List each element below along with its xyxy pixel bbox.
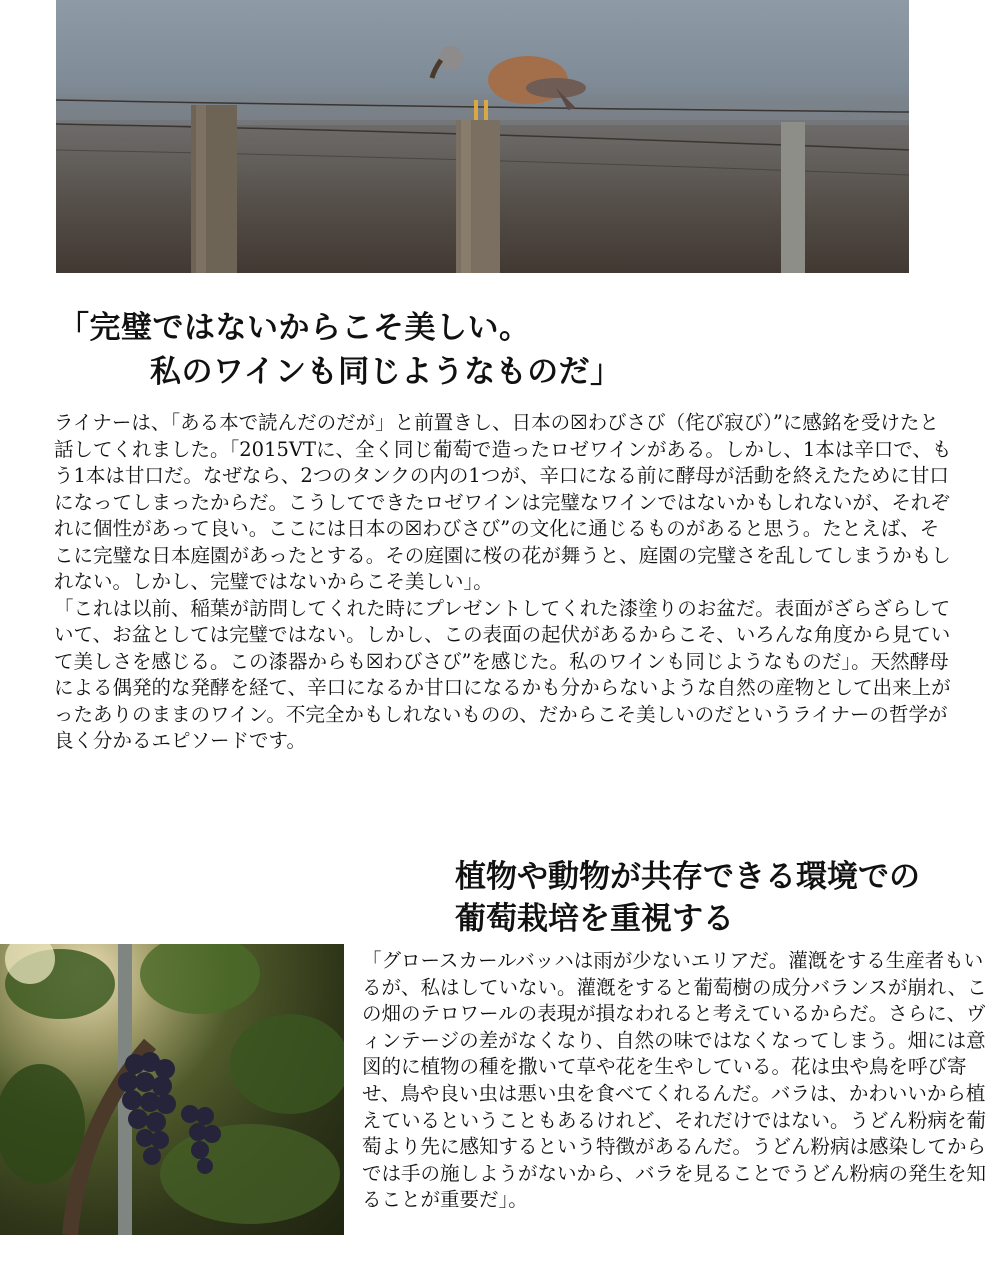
paragraph: 「これは以前、稲葉が訪問してくれた時にプレゼントしてくれた漆塗りのお盆だ。表面がざらざらしていて、お盆としては完璧ではない。しかし、この表面の起伏があるからこそ、いろんな角度から見ていて美しさを感じる。この漆器からも☒わびさび”を感じた。私のワインも同じようなものだ」。天然酵母による偶発的な発酵を経て、辛口になるか甘口になるかも分からないような自然の産物として出来上がったありのままのワイン。不完全かもしれないものの、だからこそ美しいのだというライナーの哲学が良く分かるエピソードです。 — [54, 596, 951, 752]
heading-line-2: 葡萄栽培を重視する — [455, 901, 734, 937]
paragraph: ライナーは、「ある本で読んだのだが」と前置きし、日本の☒わびさび（侘び寂び）”に感銘を受けたと話してくれました。「2015VTに、全く同じ葡萄で造ったロゼワインがある。しかし、1本は辛口で、もう1本は甘口だ。なぜなら、2つのタンクの内の1つが、辛口になる前に酵母が活動を終えたために甘口になってしまったからだ。こうしてできたロゼワインは完璧なワインではないかもしれないが、それぞれに個性があって良い。ここには日本の☒わびさび”の文化に通じるものがあると思う。たとえば、そこに完璧な日本庭園があったとする。その庭園に桜の花が舞うと、庭園の完璧さを乱してしまうかもしれない。しかし、完璧ではないからこそ美しい」。 — [54, 411, 952, 593]
grape-cluster-photo — [0, 944, 344, 1235]
section-heading-coexistence — [455, 856, 975, 940]
heading-line-2: 私のワインも同じようなものだ」 — [150, 354, 622, 390]
paragraph: 「グロースカールバッハは雨が少ないエリアだ。灌漑をする生産者もいるが、私はしていない。灌漑をすると葡萄樹の成分バランスが崩れ、この畑のテロワールの表現が損なわれると考えているからだ。さらに、ヴィンテージの差がなくなり、自然の味ではなくなってしまう。畑には意図的に植物の種を撒いて草や花を生やしている。花は虫や鳥を呼び寄せ、鳥や良い虫は悪い虫を食べてくれるんだ。バラは、かわいいから植えているということもあるけれど、それだけではない。うどん粉病を葡萄より先に感知するという特徴があるんだ。うどん粉病は感染してからでは手の施しようがないから、バラを見ることでうどん粉病の発生を知ることが重要だ」。 — [362, 949, 987, 1212]
kestrel-on-fence-photo — [56, 0, 909, 273]
grape-photo-art — [0, 944, 344, 1235]
heading-line-1: 植物や動物が共存できる環境での — [455, 859, 920, 895]
coexistence-body-text — [362, 948, 988, 1214]
heading-line-1: 「完璧ではないからこそ美しい。 — [58, 310, 531, 346]
section-heading-wabi-sabi — [58, 306, 758, 394]
wabi-sabi-body-text — [54, 410, 954, 755]
kestrel-photo-art — [56, 0, 909, 273]
